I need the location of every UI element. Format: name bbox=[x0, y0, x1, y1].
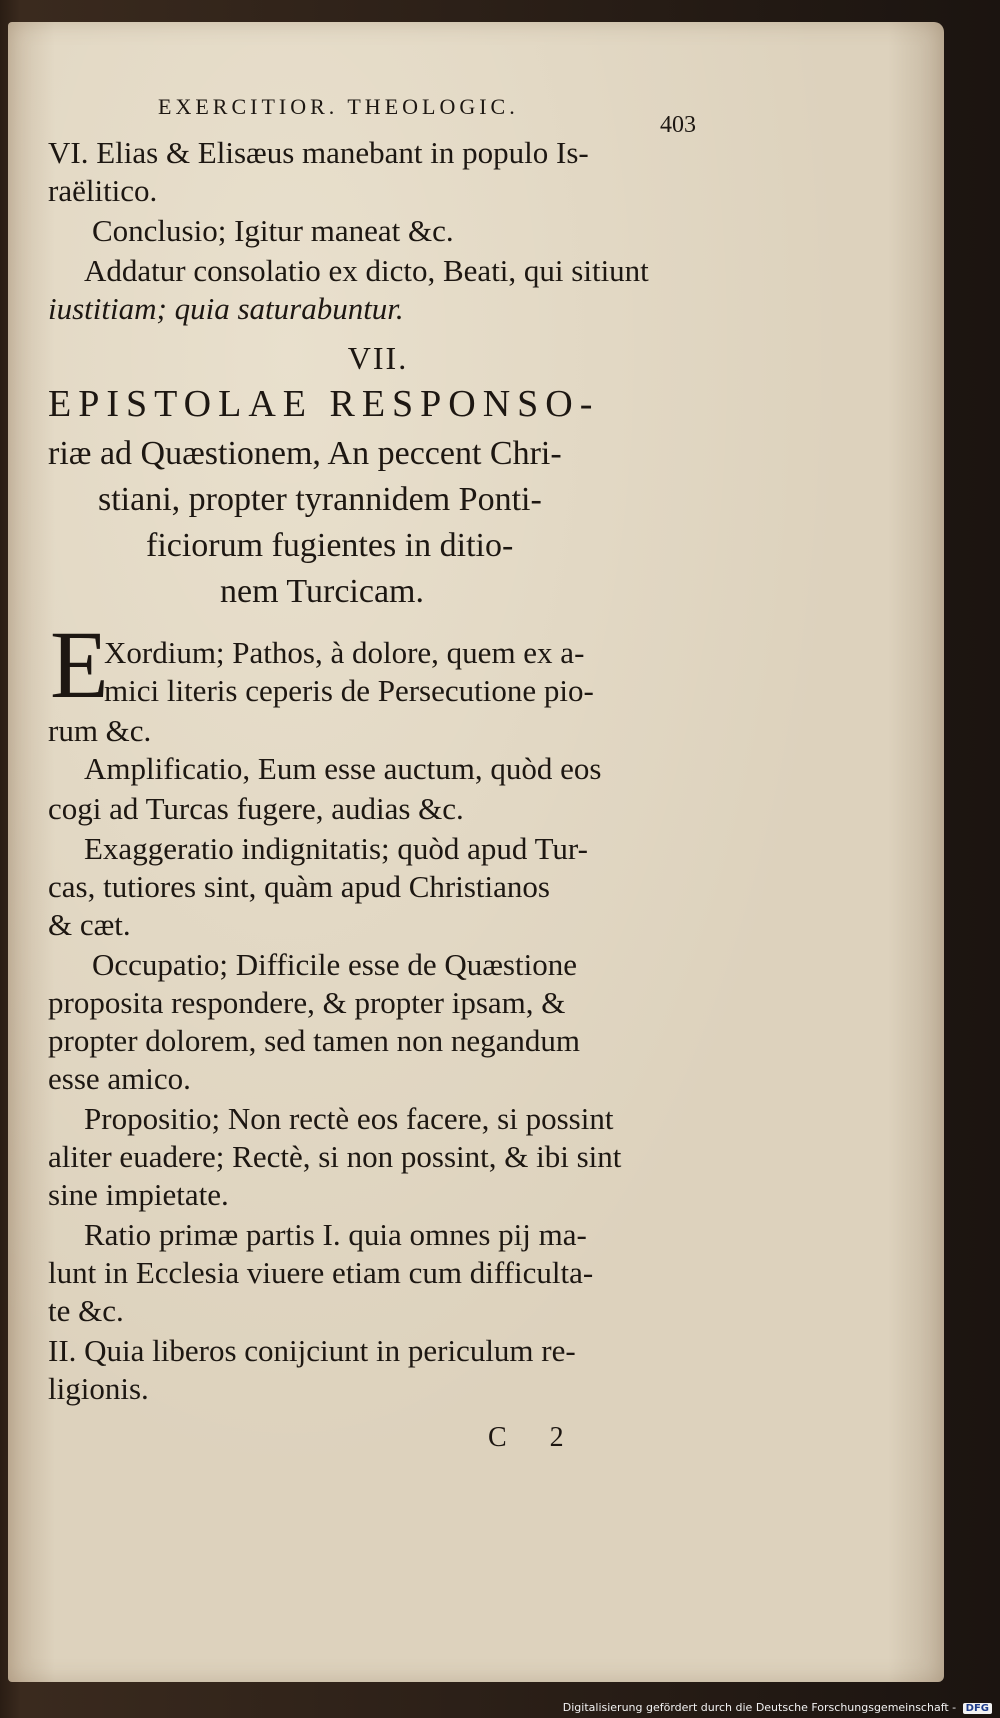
signature-mark: C 2 bbox=[488, 1422, 582, 1453]
text-line: te &c. bbox=[48, 1293, 124, 1328]
text-line: aliter euadere; Rectè, si non possint, & ibi sint bbox=[48, 1139, 622, 1174]
text-line: proposita respondere, & propter ipsam, & bbox=[48, 985, 566, 1020]
text-line: propter dolorem, sed tamen non negandum bbox=[48, 1023, 581, 1058]
credit-text: Digitalisierung gefördert durch die Deutsche Forschungsgemeinschaft - bbox=[562, 1701, 957, 1714]
text-line: cas, tutiores sint, quàm apud Christianos bbox=[48, 869, 550, 904]
dfg-logo: DFG bbox=[963, 1703, 992, 1714]
text-line: lunt in Ecclesia viuere etiam cum difficulta- bbox=[48, 1255, 594, 1290]
section-title-line: nem Turcicam. bbox=[220, 573, 424, 610]
drop-cap: E bbox=[50, 611, 109, 718]
section-title-line: EPISTOLAE RESPONSO- bbox=[48, 383, 600, 425]
text-line: Ratio primæ partis I. quia omnes pij ma- bbox=[84, 1217, 587, 1252]
text-line: iustitiam; quia saturabuntur. bbox=[48, 291, 404, 326]
section-title-line: stiani, propter tyrannidem Ponti- bbox=[98, 481, 542, 518]
text-line: Xordium; Pathos, à dolore, quem ex a- bbox=[104, 635, 585, 670]
text-line: rum &c. bbox=[48, 713, 152, 748]
text-line: esse amico. bbox=[48, 1061, 191, 1096]
text-line: Propositio; Non rectè eos facere, si possint bbox=[84, 1101, 614, 1136]
text-line: Conclusio; Igitur maneat &c. bbox=[92, 213, 454, 248]
page-number: 403 bbox=[660, 112, 696, 138]
text-line: Exaggeratio indignitatis; quòd apud Tur- bbox=[84, 831, 588, 866]
text-line: sine impietate. bbox=[48, 1177, 229, 1212]
section-title-line: riæ ad Quæstionem, An peccent Chri- bbox=[48, 435, 562, 472]
text-line: II. Quia liberos conijciunt in periculum re- bbox=[48, 1333, 576, 1368]
text-line: cogi ad Turcas fugere, audias &c. bbox=[48, 791, 464, 826]
digitization-credit bbox=[563, 1701, 992, 1714]
book-page bbox=[8, 22, 944, 1682]
text-line: raëlitico. bbox=[48, 173, 158, 208]
text-line: Occupatio; Difficile esse de Quæstione bbox=[92, 947, 577, 982]
text-line: VI. Elias & Elisæus manebant in populo Is- bbox=[48, 135, 589, 170]
text-line: Amplificatio, Eum esse auctum, quòd eos bbox=[84, 751, 602, 786]
text-line: Addatur consolatio ex dicto, Beati, qui sitiunt bbox=[84, 253, 649, 288]
section-number: VII. bbox=[347, 340, 409, 376]
text-line: & cæt. bbox=[48, 907, 131, 942]
running-head: EXERCITIOR. THEOLOGIC. bbox=[158, 94, 519, 119]
section-title-line: ficiorum fugientes in ditio- bbox=[146, 527, 514, 564]
text-line: ligionis. bbox=[48, 1371, 149, 1406]
text-line: mici literis ceperis de Persecutione pio- bbox=[104, 673, 594, 708]
